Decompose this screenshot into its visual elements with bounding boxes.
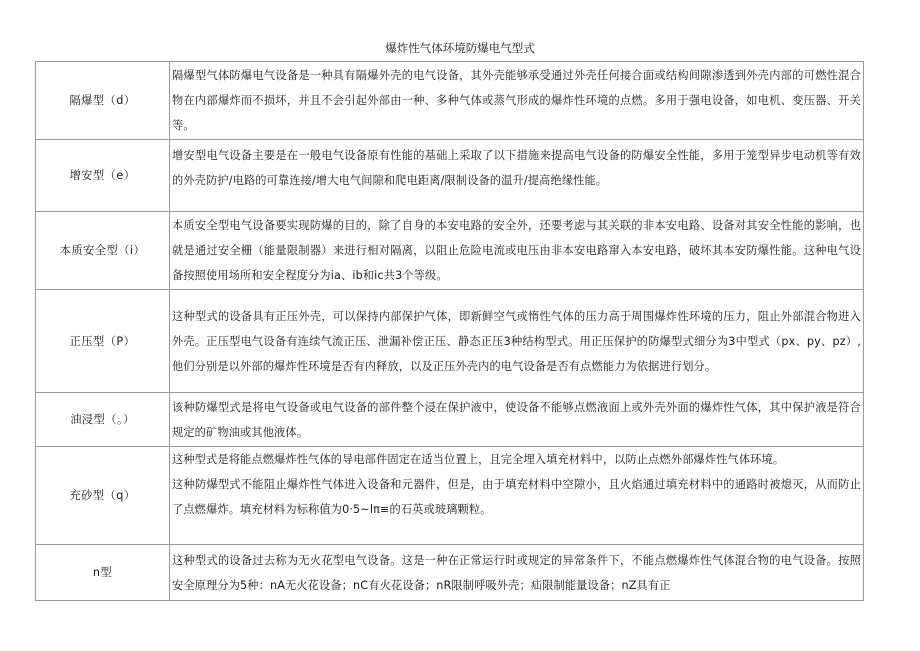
explosion-protection-table [35,61,864,601]
type-cell: 油浸型（。） [36,393,170,447]
description-text: 该种防爆型式是将电气设备或电气设备的部件整个浸在保护液中，使设备不能够点燃液面上或外壳外面的爆炸性气体，其中保护液是符合规定的矿物油或其他液体。 [172,400,861,439]
description-cell [170,140,864,212]
description-cell [170,447,864,545]
description-cell [170,393,864,447]
description-text: 增安型电气设备主要是在一般电气设备原有性能的基础上采取了以下措施来提高电气设备的防爆安全性能，多用于笼型异步电动机等有效的外壳防护/电路的可靠连接/增大电气间隙和爬电距离/限制设备的温升/提高绝缘性能。 [172,149,861,187]
description-text: 本质安全型电气设备要实现防爆的目的，除了自身的本安电路的安全外，还要考虑与其关联的非本安电路、设备对其安全性能的影响，也就是通过安全栅（能量限制器）来进行相对隔离，以阻止危险电流或电压由非本安电路窜入本安电路，破坏其本安防爆性能。这种电气设备按照使用场所和安全程度分为ia、ib和ic共3个等级。 [172,219,861,282]
description-text: 这种型式是将能点燃爆炸性气体的导电部件固定在适当位置上，且完全埋入填充材料中，以防止点燃外部爆炸性气体环境。 [172,453,785,466]
table-row-intrinsic-safety [36,212,864,290]
description-cell [170,290,864,393]
description-cell [170,212,864,290]
type-cell: 正压型（P） [36,290,170,393]
description-cell [170,62,864,140]
table-row-type-n [36,545,864,601]
table-row-sand-filled [36,447,864,545]
description-text: 这种防爆型式不能阻止爆炸性气体进入设备和元器件，但是，由于填充材料中空隙小，且火焰通过填充材料中的通路时被熄灭，从而防止了点燃爆炸。填充材料为标称值为0·5~lπ≡的石英或玻璃颗粒。 [172,478,861,516]
table-row-oil-immersion [36,393,864,447]
table-row-increased-safety [36,140,864,212]
type-cell: 充砂型（q） [36,447,170,545]
description-text: 隔爆型气体防爆电气设备是一种具有隔爆外壳的电气设备，其外壳能够承受通过外壳任何接合面或结构间隙渗透到外壳内部的可燃性混合物在内部爆炸而不损坏，并且不会引起外部由一种、多种气体或蒸气形成的爆炸性环境的点燃。多用于强电设备，如电机、变压器、开关等。 [172,69,861,132]
type-cell: n型 [36,545,170,601]
type-cell: 隔爆型（d） [36,62,170,140]
type-cell: 本质安全型（i） [36,212,170,290]
description-cell [170,545,864,601]
table-row-pressurized [36,290,864,393]
description-text: 这种型式的设备过去称为无火花型电气设备。这是一种在正常运行时或规定的异常条件下，不能点燃爆炸性气体混合物的电气设备。按照安全原理分为5种：nA无火花设备；nC有火花设备；nR限制呼吸外壳；疝限制能量设备；nZ具有正 [172,553,861,592]
document-title: 爆炸性气体环境防爆电气型式 [385,41,535,55]
description-text: 这种型式的设备具有正压外壳，可以保持内部保护气体，即新鲜空气或惰性气体的压力高于周围爆炸性环境的压力，阻止外部混合物进入外壳。正压型电气设备有连续气流正压、泄漏补偿正压、静态正压3种结构型式。用正压保护的防爆型式细分为3中型式（px、py、pz）,他们分别是以外部的爆炸性环境是否有内释放，以及正压外壳内的电气设备是否有点燃能力为依据进行划分。 [172,309,861,373]
table-row-flameproof [36,62,864,140]
type-cell: 增安型（e） [36,140,170,212]
